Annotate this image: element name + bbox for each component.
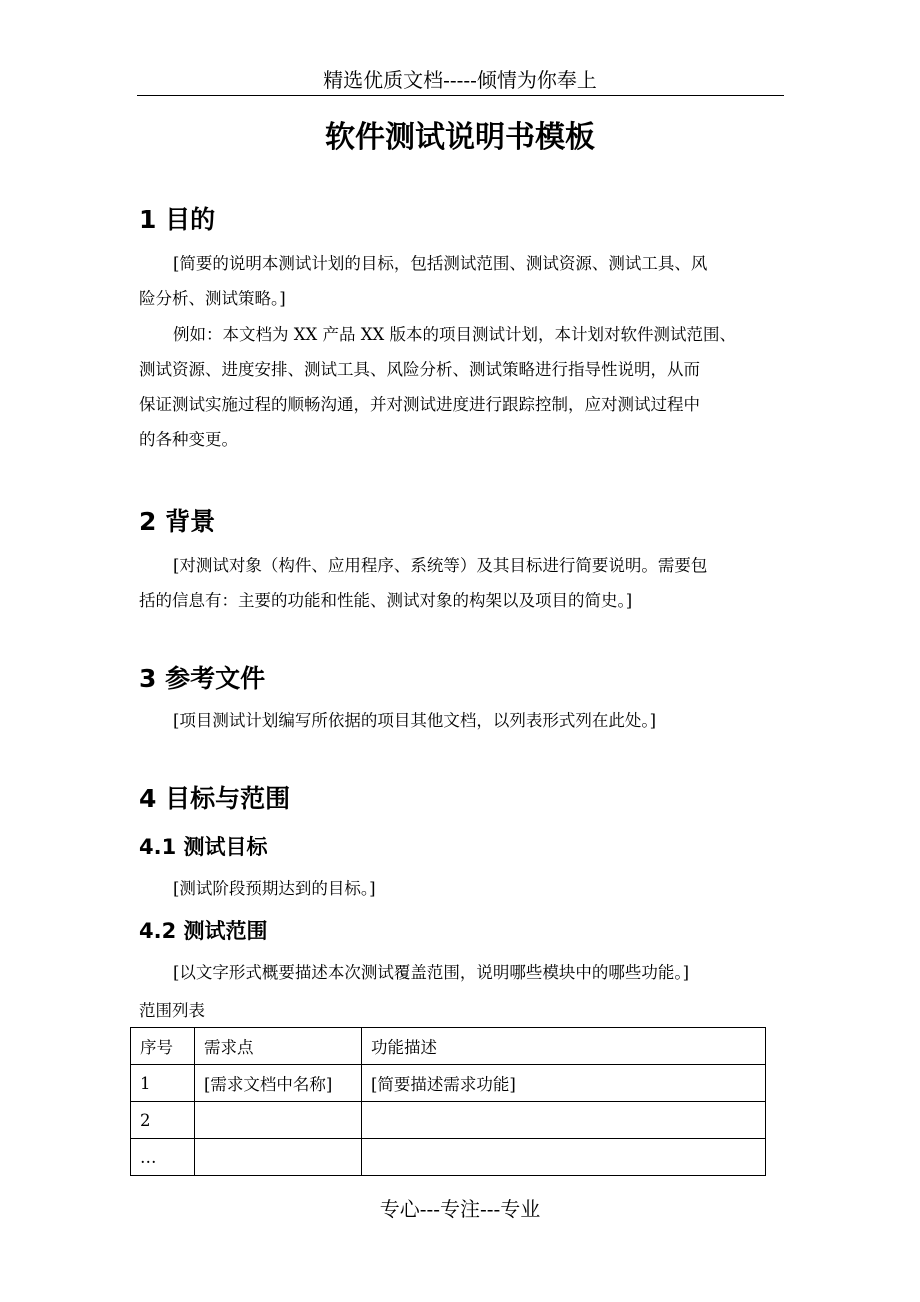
text-line: 的各种变更。 <box>139 430 238 449</box>
section-1-heading: 1 目的 <box>139 205 216 234</box>
page-header: 精选优质文档-----倾情为你奉上 <box>323 68 597 92</box>
table-cell <box>362 1102 766 1139</box>
table-cell: 2 <box>131 1102 195 1139</box>
table-cell: 1 <box>131 1065 195 1102</box>
text-line: [测试阶段预期达到的目标。] <box>173 879 376 898</box>
section-3-paragraph <box>139 703 789 738</box>
section-3-heading: 3 参考文件 <box>139 664 266 693</box>
text-line: 险分析、测试策略。] <box>139 289 286 308</box>
text-line: 保证测试实施过程的顺畅沟通，并对测试进度进行跟踪控制，应对测试过程中 <box>139 395 700 414</box>
section-2-paragraph <box>139 548 789 618</box>
section-1-paragraph-1 <box>139 246 789 316</box>
table-cell <box>195 1139 362 1176</box>
text-line: [简要的说明本测试计划的目标，包括测试范围、测试资源、测试工具、风 <box>173 254 708 273</box>
table-row <box>131 1139 766 1176</box>
text-line: [以文字形式概要描述本次测试覆盖范围，说明哪些模块中的哪些功能。] <box>173 963 690 982</box>
section-4-1-heading: 4.1 测试目标 <box>139 835 268 859</box>
table-cell: [简要描述需求功能] <box>362 1065 766 1102</box>
scope-table <box>130 1027 766 1176</box>
table-cell <box>362 1139 766 1176</box>
table-cell: … <box>131 1139 195 1176</box>
table-cell: [需求文档中名称] <box>195 1065 362 1102</box>
page-footer: 专心---专注---专业 <box>379 1197 541 1221</box>
section-2-heading: 2 背景 <box>139 507 216 536</box>
section-4-2-paragraph <box>139 955 789 990</box>
section-4-2-heading: 4.2 测试范围 <box>139 919 268 943</box>
table-row <box>131 1065 766 1102</box>
text-line: [项目测试计划编写所依据的项目其他文档，以列表形式列在此处。] <box>173 711 657 730</box>
text-line: 括的信息有：主要的功能和性能、测试对象的构架以及项目的简史。] <box>139 591 633 610</box>
section-4-1-paragraph <box>139 871 789 906</box>
table-header-cell: 需求点 <box>195 1028 362 1065</box>
text-line: [对测试对象（构件、应用程序、系统等）及其目标进行简要说明。需要包 <box>173 556 708 575</box>
table-header-cell: 功能描述 <box>362 1028 766 1065</box>
table-caption: 范围列表 <box>139 1001 205 1020</box>
table-header-row <box>131 1028 766 1065</box>
header-divider <box>137 95 784 96</box>
section-1-paragraph-2 <box>139 317 789 457</box>
document-title: 软件测试说明书模板 <box>325 120 595 155</box>
text-line: 例如：本文档为 XX 产品 XX 版本的项目测试计划，本计划对软件测试范围、 <box>173 325 736 344</box>
table-header-cell: 序号 <box>131 1028 195 1065</box>
table-row <box>131 1102 766 1139</box>
table-cell <box>195 1102 362 1139</box>
text-line: 测试资源、进度安排、测试工具、风险分析、测试策略进行指导性说明，从而 <box>139 360 700 379</box>
section-4-heading: 4 目标与范围 <box>139 784 291 813</box>
